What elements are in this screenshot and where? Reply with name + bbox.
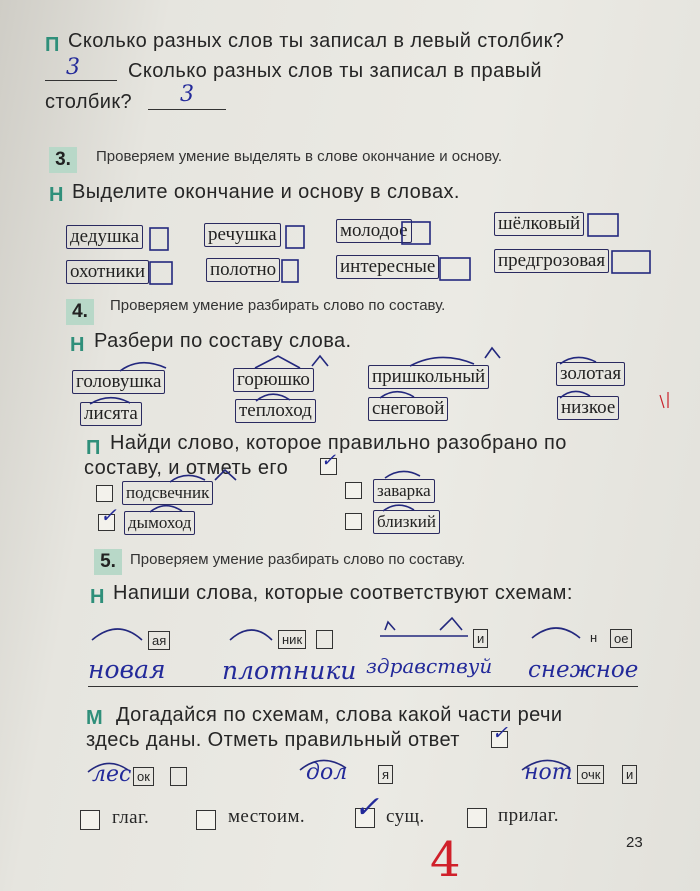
answer-1: 3 [66, 55, 80, 80]
word-card: горюшко [233, 368, 314, 392]
page-number: 23 [626, 834, 643, 851]
word-card: головушка [72, 370, 165, 394]
word-card: предгрозовая [494, 249, 609, 273]
section-5-title: Проверяем умение разбирать слово по составу. [130, 551, 466, 568]
choice-label: прилаг. [498, 805, 559, 826]
option-word: подсвечник [122, 481, 213, 505]
handwritten-answer: снежное [528, 657, 639, 683]
option-word: близкий [373, 510, 440, 534]
section-4-number: 4. [66, 299, 94, 325]
choice-label: местоим. [228, 806, 306, 827]
scheme-root-hand: нот [524, 760, 573, 785]
word-card: молодое [336, 219, 412, 243]
handwritten-answer: новая [88, 655, 166, 684]
section-5-task-m2: здесь даны. Отметь правильный ответ [86, 729, 460, 751]
word-card: снеговой [368, 397, 448, 421]
scheme-suffix-label: н [590, 630, 598, 645]
scheme-root-hand: лес [92, 762, 132, 787]
example-check-mark: ✓ [492, 722, 508, 744]
section-4-task2a: Найди слово, которое правильно разобрано по [110, 432, 567, 454]
question-right-column: Сколько разных слов ты записал в правый [128, 60, 542, 82]
marker-n-3: Н [49, 184, 64, 206]
section-3-task: Выделите окончание и основу в словах. [72, 181, 460, 203]
marker-p-4: П [86, 437, 101, 459]
section-4-task: Разбери по составу слова. [94, 330, 352, 352]
word-card: низкое [557, 396, 619, 420]
choice-label: сущ. [386, 806, 425, 827]
choice-label: глаг. [112, 807, 150, 828]
teacher-grade: 4 [430, 832, 461, 888]
section-5-task-m1: Догадайся по схемам, слова какой части речи [116, 704, 563, 726]
scheme-suffix-box: ок [133, 767, 154, 786]
option-word: дымоход [124, 511, 195, 535]
section-3-number: 3. [49, 147, 77, 173]
option-check-mark: ✓ [100, 503, 117, 527]
marker-p: П [45, 34, 60, 56]
word-card: охотники [66, 260, 149, 284]
word-card: лисята [80, 402, 142, 426]
section-4-title: Проверяем умение разбирать слово по составу. [110, 297, 446, 314]
choice-check-mark: ✓ [354, 790, 380, 825]
word-card: речушка [204, 223, 281, 247]
section-4-task2b: составу, и отметь его [84, 457, 289, 479]
marker-n-4: Н [70, 334, 85, 356]
scheme-ending-box: ое [610, 629, 632, 648]
scheme-suffix-box: ник [278, 630, 306, 649]
scheme-ending-box: и [473, 629, 488, 648]
handwritten-answer: здравствуй [366, 654, 493, 678]
scheme-ending-box: и [622, 765, 637, 784]
marker-m: М [86, 707, 103, 729]
scheme-root-hand: дол [306, 760, 348, 785]
example-check-mark: ✓ [321, 450, 337, 471]
question-left-column: Сколько разных слов ты записал в левый столбик? [68, 30, 565, 52]
word-card: теплоход [235, 399, 316, 423]
word-card: полотно [206, 258, 280, 282]
answer-2: 3 [180, 82, 194, 107]
scheme-suffix-box: очк [577, 765, 604, 784]
section-5-task: Напиши слова, которые соответствуют схемам: [113, 582, 573, 604]
question-right-column-cont: столбик? [45, 91, 132, 113]
section-5-number: 5. [94, 549, 122, 575]
word-card: золотая [556, 362, 625, 386]
word-card: шёлковый [494, 212, 584, 236]
scheme-ending-box: ая [148, 631, 170, 650]
word-card: интересные [336, 255, 439, 279]
option-word: заварка [373, 479, 435, 503]
marker-n-5: Н [90, 586, 105, 608]
handwritten-answer: плотники [222, 656, 357, 685]
section-3-title: Проверяем умение выделять в слове окончание и основу. [96, 148, 503, 165]
word-card: дедушка [66, 225, 143, 249]
word-card: пришкольный [368, 365, 489, 389]
scheme-ending-box: я [378, 765, 393, 784]
